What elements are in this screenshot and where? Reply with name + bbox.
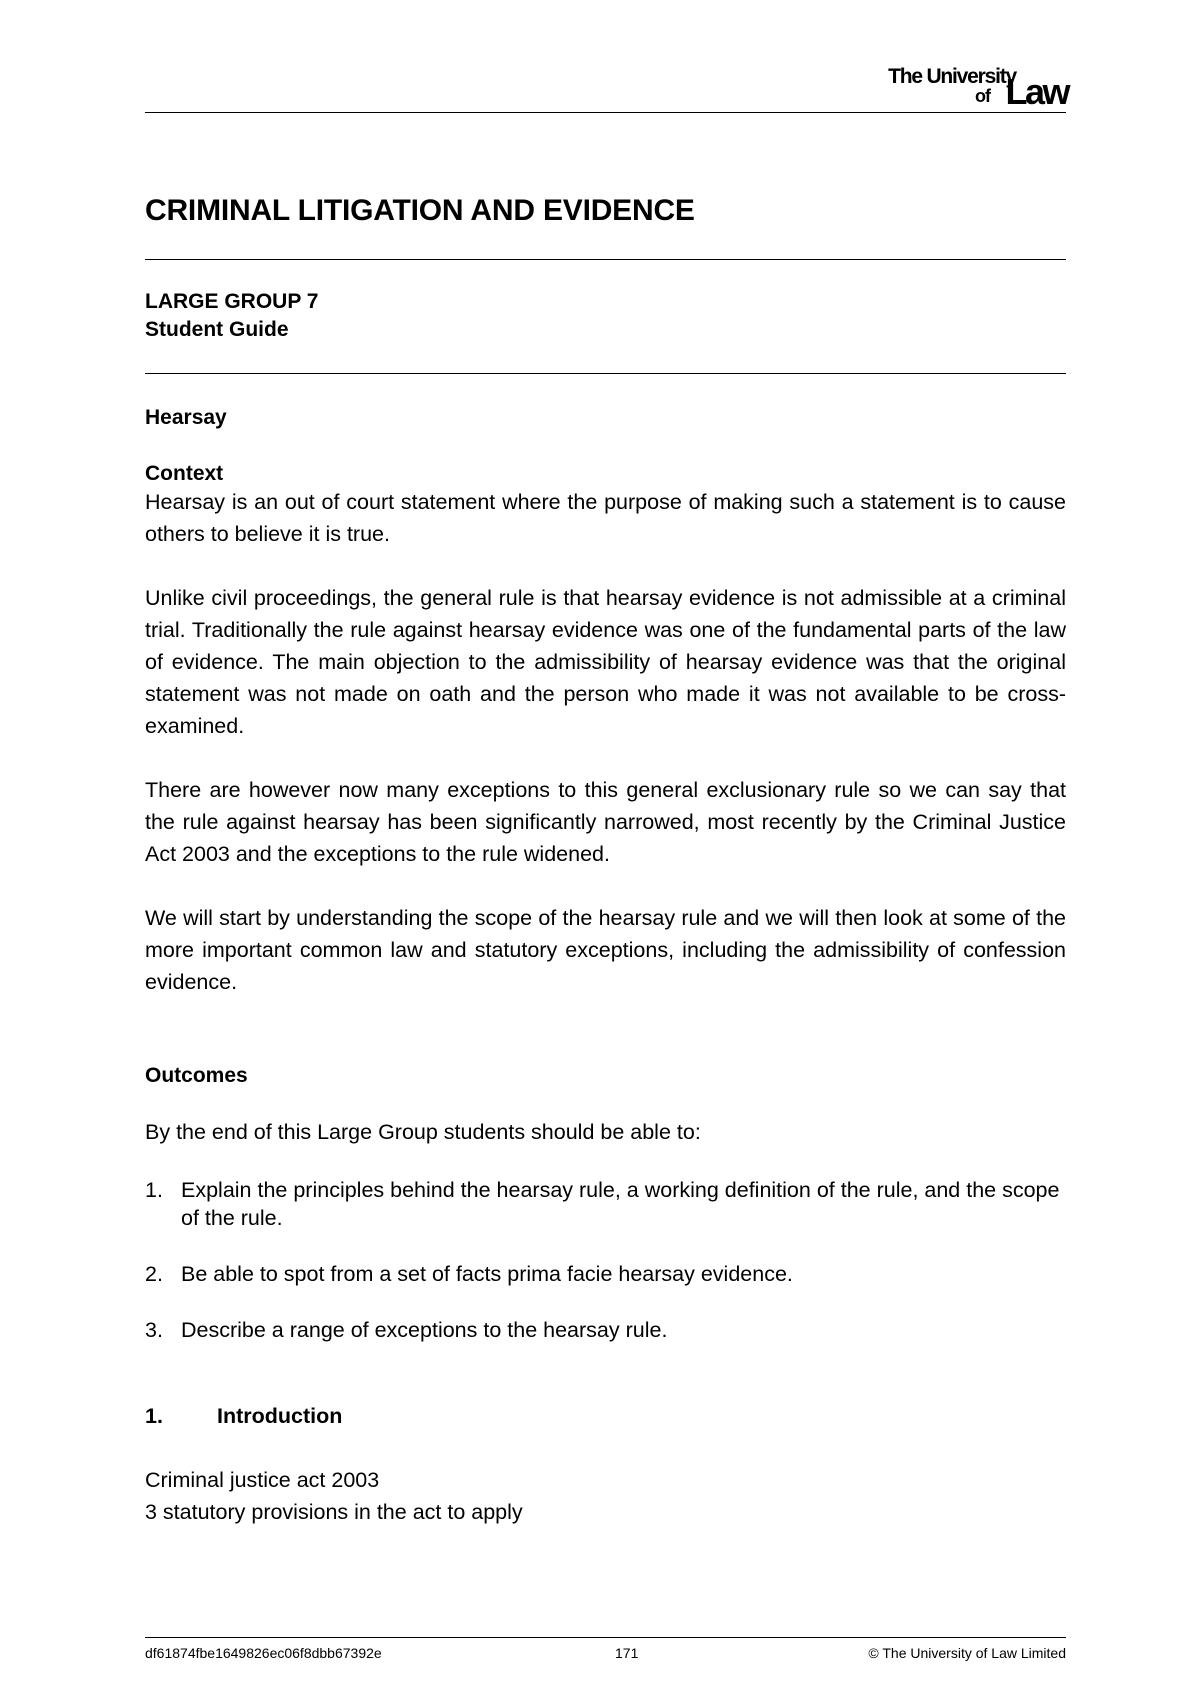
paragraph-2: Unlike civil proceedings, the general rule is that hearsay evidence is not admissible at a criminal trial. Traditionally the rule against hearsay evidence was one of the fundamental parts of the law of evidence. The main objection to the admissibility of hearsay evidence was that the original statement was not made on oath and the person who made it was not available to be cross-examined. [145, 586, 1066, 738]
list-item-number: 1. [145, 1178, 163, 1202]
group-label: LARGE GROUP 7 [145, 290, 319, 313]
section-number: 1. [145, 1404, 163, 1428]
outcomes-intro: By the end of this Large Group students should be able to: [145, 1120, 701, 1144]
document-title: CRIMINAL LITIGATION AND EVIDENCE [145, 194, 695, 227]
guide-label: Student Guide [145, 318, 289, 341]
note-line-1: Criminal justice act 2003 [145, 1468, 380, 1492]
list-item-text: Describe a range of exceptions to the hearsay rule. [181, 1318, 668, 1342]
list-item-text: Explain the principles behind the hearsay rule, a working definition of the rule, and the scope of the rule. [181, 1178, 1060, 1230]
list-item-number: 3. [145, 1318, 163, 1342]
note-line-2: 3 statutory provisions in the act to apply [145, 1500, 523, 1524]
logo-text-of: of [975, 86, 990, 106]
topic-heading: Hearsay [145, 406, 227, 429]
outcomes-heading: Outcomes [145, 1064, 248, 1087]
logo-text-university: The University [888, 65, 1016, 88]
context-heading: Context [145, 462, 224, 485]
section-title: Introduction [217, 1404, 343, 1428]
paragraph-4: We will start by understanding the scope of the hearsay rule and we will then look at some of the more important common law and statutory exceptions, including the admissibility of confession evidence. [145, 906, 1066, 994]
footer-copyright: © The University of Law Limited [868, 1645, 1066, 1661]
title-rule [145, 259, 1066, 260]
list-item-number: 2. [145, 1262, 163, 1286]
university-logo [858, 65, 1068, 112]
footer-rule [145, 1637, 1066, 1638]
list-item-text: Be able to spot from a set of facts prima facie hearsay evidence. [181, 1262, 793, 1286]
footer-doc-id: df61874fbe1649826ec06f8dbb67392e [145, 1645, 382, 1661]
footer-page-number: 171 [615, 1645, 639, 1661]
header-rule [145, 112, 1066, 113]
paragraph-1: Hearsay is an out of court statement where the purpose of making such a statement is to cause others to believe it is true. [145, 490, 1066, 546]
paragraph-3: There are however now many exceptions to this general exclusionary rule so we can say that the rule against hearsay has been significantly narrowed, most recently by the Criminal Justice Act 2003 and the exceptions to the rule widened. [145, 778, 1066, 866]
logo-text-law: Law [1005, 71, 1068, 112]
subtitle-rule [145, 373, 1066, 374]
